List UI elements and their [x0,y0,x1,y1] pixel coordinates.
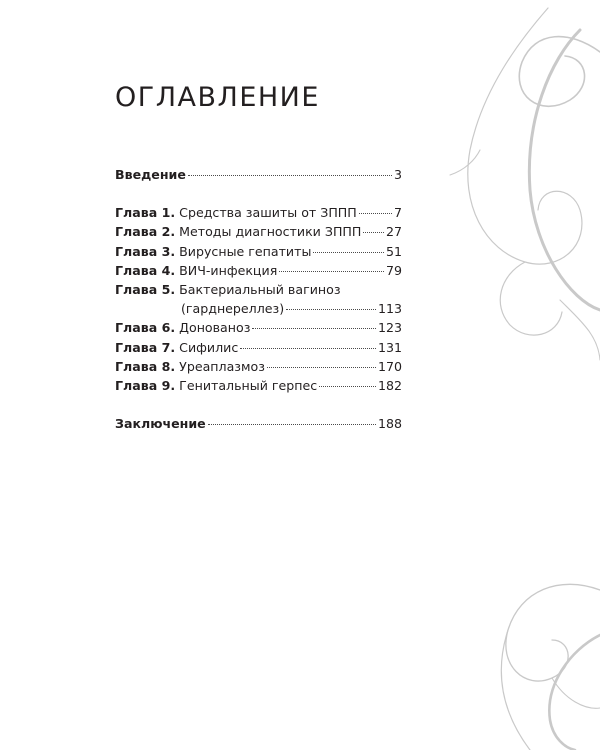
chapter-title-continued: (гарднереллез) [181,301,285,317]
dot-leader [267,367,376,368]
toc-page-number: 3 [393,167,402,182]
toc-intro-label: Введение [115,167,186,182]
dot-leader [359,213,392,214]
chapter-title: ВИЧ-инфекция [179,262,278,278]
toc-page-number: 51 [385,243,402,259]
toc-page-number: 170 [377,358,402,374]
toc-entry-chapter-2[interactable] [115,222,402,241]
dot-leader [240,348,376,349]
dot-leader [363,232,384,233]
toc-entry-conclusion[interactable] [115,414,402,433]
toc-page-number: 131 [377,339,402,355]
toc-entry-chapter-6[interactable] [115,318,402,337]
chapter-title: Вирусные гепатиты [179,243,312,259]
dot-leader [279,271,384,272]
chapter-title: Бактериальный вагиноз [179,281,341,297]
chapter-prefix: Глава 9. [115,377,176,393]
toc-page-number: 182 [377,377,402,393]
chapter-prefix: Глава 5. [115,281,176,297]
dot-leader [313,252,384,253]
chapter-title: Уреаплазмоз [179,358,265,374]
chapter-title: Средства зашиты от ЗППП [179,205,357,221]
table-of-contents [115,165,402,433]
toc-page-number: 27 [385,224,402,240]
toc-conclusion-label: Заключение [115,416,206,432]
chapter-title: Сифилис [179,339,239,355]
swirl-ornament-bottom-right [440,560,600,750]
toc-entry-chapter-5[interactable] [115,280,402,299]
chapter-prefix: Глава 8. [115,358,176,374]
chapter-prefix: Глава 1. [115,205,176,221]
dot-leader [319,386,376,387]
dot-leader [252,328,376,329]
toc-entry-chapter-5-continued[interactable] [115,299,402,318]
chapter-title: Донованоз [179,320,251,336]
chapter-title: Генитальный герпес [179,377,318,393]
swirl-ornament-top-right [430,0,600,370]
toc-page-number: 7 [393,205,402,221]
chapter-prefix: Глава 3. [115,243,176,259]
page-title: ОГЛАВЛЕНИЕ [115,82,320,113]
toc-entry-intro[interactable] [115,165,402,184]
toc-entry-chapter-3[interactable] [115,242,402,261]
toc-entry-chapter-1[interactable] [115,203,402,222]
chapter-title: Методы диагностики ЗППП [179,224,362,240]
chapter-prefix: Глава 4. [115,262,176,278]
toc-entry-chapter-7[interactable] [115,338,402,357]
toc-page-number: 113 [377,301,402,317]
toc-page-number: 188 [377,416,402,432]
dot-leader [188,175,392,176]
toc-entry-chapter-4[interactable] [115,261,402,280]
toc-page-number: 123 [377,320,402,336]
chapter-prefix: Глава 7. [115,339,176,355]
dot-leader [286,309,376,310]
toc-entry-chapter-9[interactable] [115,376,402,395]
toc-page-number: 79 [385,262,402,278]
dot-leader [208,424,376,425]
toc-entry-chapter-8[interactable] [115,357,402,376]
chapter-prefix: Глава 6. [115,320,176,336]
chapter-prefix: Глава 2. [115,224,176,240]
